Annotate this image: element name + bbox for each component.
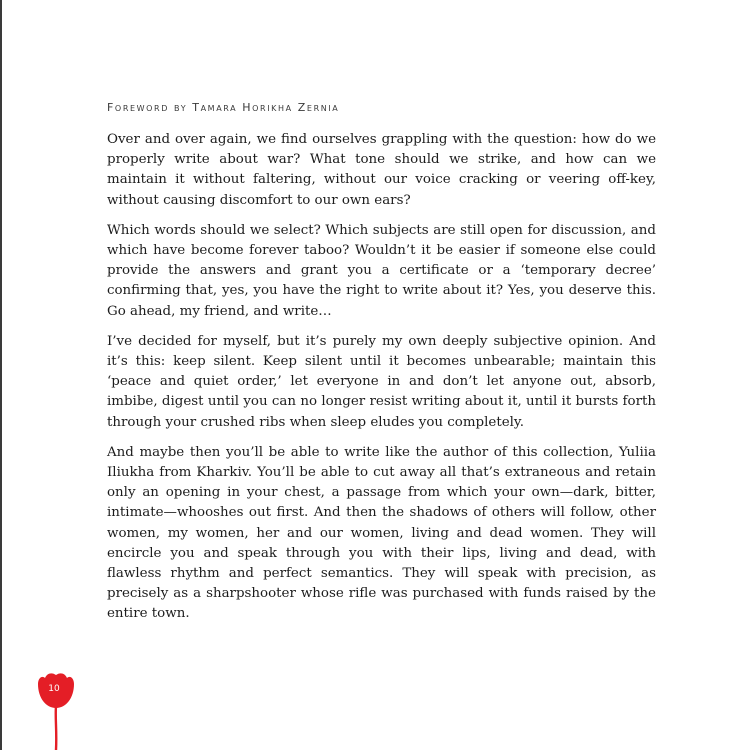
page-number: 10 [48, 684, 60, 694]
page-edge [0, 0, 2, 750]
section-heading: Foreword by Tamara Horikha Zernia [107, 101, 340, 114]
paragraph: I’ve decided for myself, but it’s purely my own deeply subjective opinion. And it’s this: keep silent. Keep silent until it becomes unbearable; maintain this ‘peace and quiet order,’ let everyone in and don’t let anyone out, absorb, imbibe, digest until you can no longer resist writing about it, until it bursts forth through your crushed ribs when sleep eludes you completely. [107, 333, 656, 430]
foreword-body [107, 130, 656, 635]
paragraph: And maybe then you’ll be able to write like the author of this collection, Yuliia Iliukha from Kharkiv. You’ll be able to cut away all that’s extraneous and retain only an opening in your chest, a passage from which your own—dark, bitter, intimate—whooshes out first. And then the shadows of others will follow, other women, my women, her and our women, living and dead women. They will encircle you and speak through you with their lips, living and dead, with flawless rhythm and perfect semantics. They will speak with precision, as precisely as a sharpshooter whose rifle was purchased with funds raised by the entire town. [107, 444, 656, 622]
tulip-stem [56, 706, 57, 750]
paragraph: Which words should we select? Which subjects are still open for discussion, and which have become forever taboo? Wouldn’t it be easier if someone else could provide the answers and grant you a certificate or a ‘temporary decree’ confirming that, yes, you have the right to write about it? Yes, you deserve this. Go ahead, my friend, and write… [107, 222, 656, 319]
paragraph: Over and over again, we find ourselves grappling with the question: how do we properly write about war? What tone should we strike, and how can we maintain it without faltering, without our voice cracking or veering off-key, without causing discomfort to our own ears? [107, 132, 656, 208]
